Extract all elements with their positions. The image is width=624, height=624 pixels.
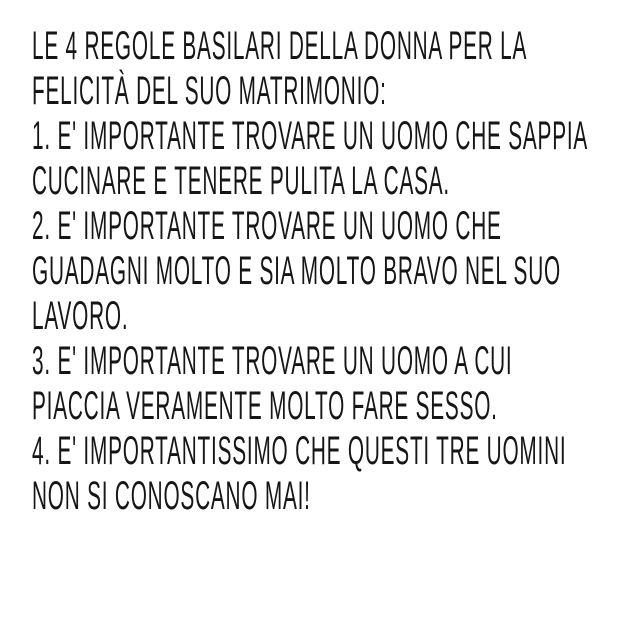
text-line-rule4-b: NON SI CONOSCANO MAI! — [32, 474, 311, 518]
text-line-rule2-b: GUADAGNI MOLTO E SIA MOLTO BRAVO NEL SUO — [32, 249, 561, 293]
text-line-title-1: LE 4 REGOLE BASILARI DELLA DONNA PER LA — [32, 24, 528, 68]
text-line-rule2-c: LAVORO. — [32, 294, 129, 338]
text-line-rule1-b: CUCINARE E TENERE PULITA LA CASA. — [32, 159, 450, 203]
text-line-rule4-a: 4. E' IMPORTANTISSIMO CHE QUESTI TRE UOMINI — [32, 429, 567, 473]
text-line-rule2-a: 2. E' IMPORTANTE TROVARE UN UOMO CHE — [32, 204, 502, 248]
text-line-rule3-a: 3. E' IMPORTANTE TROVARE UN UOMO A CUI — [32, 339, 513, 383]
text-line-title-2: FELICITÀ DEL SUO MATRIMONIO: — [32, 69, 387, 113]
text-line-rule1-a: 1. E' IMPORTANTE TROVARE UN UOMO CHE SAPPIA — [32, 114, 589, 158]
text-line-rule3-b: PIACCIA VERAMENTE MOLTO FARE SESSO. — [32, 384, 498, 428]
